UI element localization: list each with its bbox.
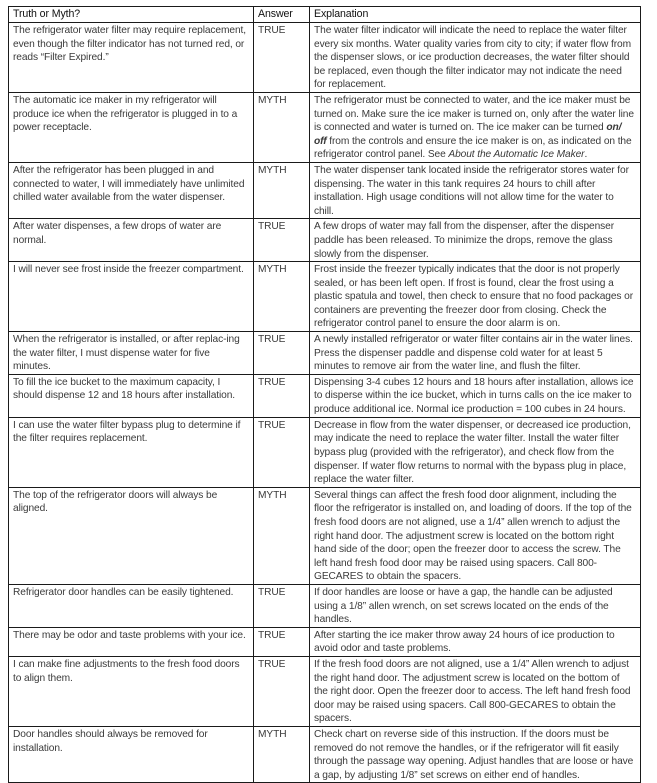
truth-or-myth-table — [8, 6, 641, 783]
statement-cell: The top of the refrigerator doors will always be aligned. — [9, 487, 254, 584]
statement-cell: After the refrigerator has been plugged in and connected to water, I will immediately have unlimited chilled water available from the water dispenser. — [9, 162, 254, 218]
answer-cell: MYTH — [254, 262, 310, 332]
explanation-cell — [310, 92, 641, 162]
explanation-cell: The water dispenser tank located inside the refrigerator stores water for dispensing. The water in this tank requires 24 hours to chill after installation. High usage conditions will not allow time for the water to chill. — [310, 162, 641, 218]
statement-cell: After water dispenses, a few drops of water are normal. — [9, 219, 254, 262]
answer-cell: TRUE — [254, 656, 310, 726]
statement-cell: To fill the ice bucket to the maximum capacity, I should dispense 12 and 18 hours after installation. — [9, 374, 254, 417]
explanation-cell: A few drops of water may fall from the dispenser, after the dispenser paddle has been released. To minimize the drops, remove the glass slowly from the dispenser. — [310, 219, 641, 262]
explanation-cell: A newly installed refrigerator or water filter contains air in the water lines. Press the dispenser paddle and dispense cold water for at least 5 minutes to remove air from the water line, and flush the filter. — [310, 332, 641, 375]
table-row — [9, 374, 641, 417]
explanation-text: from the controls and ensure the ice maker is on, as indicated on the refrigerator control panel. See — [314, 135, 632, 161]
explanation-cell: If the fresh food doors are not aligned, use a 1/4” Allen wrench to adjust the right hand door. The adjustment screw is located on the bottom of the right door. Open the freezer door to access. The left hand fresh food door may be raised using spacers. Call 800-GECARES to obtain the spacers. — [310, 656, 641, 726]
table-row — [9, 726, 641, 782]
answer-cell: MYTH — [254, 162, 310, 218]
answer-cell: MYTH — [254, 92, 310, 162]
table-row — [9, 487, 641, 584]
table-row — [9, 584, 641, 627]
column-header-explanation: Explanation — [310, 7, 641, 23]
table-row — [9, 92, 641, 162]
explanation-emphasis: on/ off — [314, 122, 622, 147]
answer-cell: TRUE — [254, 219, 310, 262]
table-row — [9, 417, 641, 487]
explanation-cell: Frost inside the freezer typically indicates that the door is not properly sealed, or has been left open. If frost is found, clear the frost using a plastic spatula and towel, then check to ensure that no food packages or containers are preventing the freezer door from closing. Check the refrigerator control panel to ensure the door alarm is on. — [310, 262, 641, 332]
table-row — [9, 23, 641, 93]
explanation-cell: If door handles are loose or have a gap, the handle can be adjusted using a 1/8” allen wrench, on set screws located on the ends of the handles. — [310, 584, 641, 627]
answer-cell: TRUE — [254, 417, 310, 487]
statement-cell: There may be odor and taste problems with your ice. — [9, 627, 254, 656]
explanation-cell: Check chart on reverse side of this instruction. If the doors must be removed do not remove the handles, or if the refrigerator will fit easily through the passage way opening. Adjust handles that are loose or have a gap, by adjusting 1/8” set screws on either end of handles. — [310, 726, 641, 782]
answer-cell: TRUE — [254, 374, 310, 417]
table-row — [9, 219, 641, 262]
column-header-truth-or-myth: Truth or Myth? — [9, 7, 254, 23]
explanation-cell: Decrease in flow from the water dispenser, or decreased ice production, may indicate the need to replace the water filter. Install the water filter bypass plug (provided with the refrigerator), and check flow from the dispenser. If water flow returns to normal with the bypass plug in place, replace the water filter. — [310, 417, 641, 487]
explanation-text: The refrigerator must be connected to water, and the ice maker must be turned on. Make sure the ice maker is turned on, only after the water line is connected and water is turned on. The ice maker can be turned — [314, 94, 634, 134]
explanation-cell: Dispensing 3-4 cubes 12 hours and 18 hours after installation, allows ice to disperse within the ice bucket, which in turns calls on the ice maker to produce additional ice. Normal ice production = 100 cubes in 24 hours. — [310, 374, 641, 417]
table-header-row — [9, 7, 641, 23]
column-header-answer: Answer — [254, 7, 310, 23]
answer-cell: TRUE — [254, 584, 310, 627]
explanation-cell: The water filter indicator will indicate the need to replace the water filter every six months. Water quality varies from city to city; if water flow from the dispenser slows, or ice production decreases, the water filter should be replaced, even though the filter indicator may not indicate the need for replacement. — [310, 23, 641, 93]
answer-cell: TRUE — [254, 23, 310, 93]
statement-cell: When the refrigerator is installed, or after replac-ing the water filter, I must dispense water for five minutes. — [9, 332, 254, 375]
statement-cell: The automatic ice maker in my refrigerator will produce ice when the refrigerator is plugged in to a power receptacle. — [9, 92, 254, 162]
section-reference: About the Automatic Ice Maker — [448, 149, 585, 161]
table-row — [9, 332, 641, 375]
table-row — [9, 656, 641, 726]
explanation-cell: After starting the ice maker throw away 24 hours of ice production to avoid odor and taste problems. — [310, 627, 641, 656]
table-row — [9, 262, 641, 332]
statement-cell: Refrigerator door handles can be easily tightened. — [9, 584, 254, 627]
answer-cell: MYTH — [254, 726, 310, 782]
statement-cell: I can use the water filter bypass plug to determine if the filter requires replacement. — [9, 417, 254, 487]
table-row — [9, 627, 641, 656]
statement-cell: I can make fine adjustments to the fresh food doors to align them. — [9, 656, 254, 726]
answer-cell: MYTH — [254, 487, 310, 584]
statement-cell: The refrigerator water filter may require replacement, even though the filter indicator has not turned red, or reads “Filter Expired.” — [9, 23, 254, 93]
explanation-text: . — [584, 149, 588, 161]
answer-cell: TRUE — [254, 332, 310, 375]
statement-cell: Door handles should always be removed for installation. — [9, 726, 254, 782]
explanation-cell: Several things can affect the fresh food door alignment, including the floor the refrigerator is installed on, and loading of doors. If the top of the fresh food doors are not aligned, use a 1/4” allen wrench to adjust the right hand door. The adjustment screw is located on the bottom right hand side of the door; open the freezer door to access the screw. The left hand fresh food door may be raised using spacers. Call 800-GECARES to obtain the spacers. — [310, 487, 641, 584]
statement-cell: I will never see frost inside the freezer compartment. — [9, 262, 254, 332]
answer-cell: TRUE — [254, 627, 310, 656]
table-row — [9, 162, 641, 218]
